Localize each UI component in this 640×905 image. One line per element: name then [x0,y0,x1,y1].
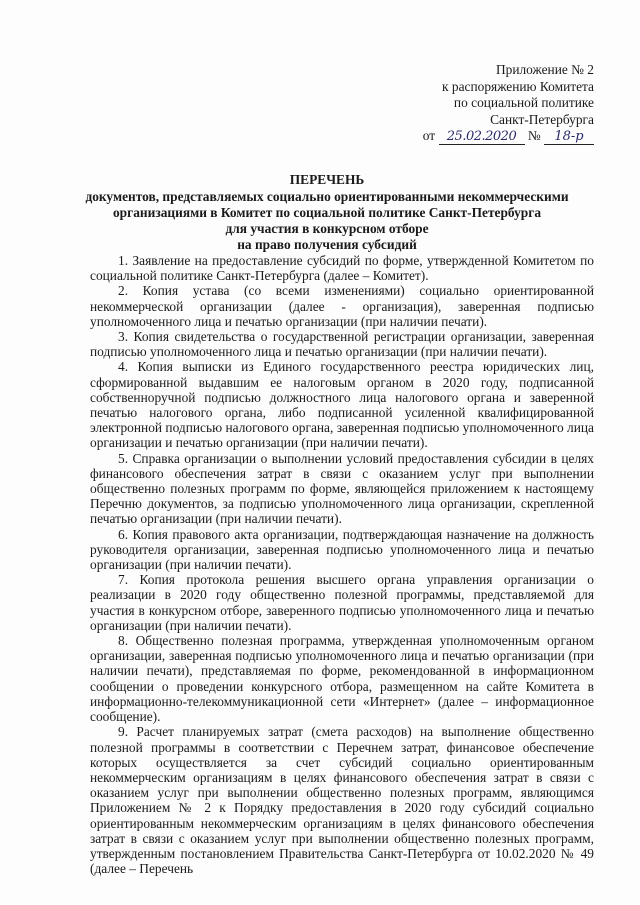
title-line: документов, представляемых социально ориентированными некоммерческими [85,189,569,204]
list-item: 3. Копия свидетельства о государственной регистрации организации, заверенная подписью уполномоченного лица и печатью организации (при наличии печати). [90,329,594,360]
list-item: 2. Копия устава (со всеми изменениями) социально ориентированной некоммерческой организации (далее - организация), заверенная подписью уполномоченного лица и печатью организации (при наличии печати). [90,283,594,329]
title-line: для участия в конкурсном отборе [225,221,429,236]
list-item: 8. Общественно полезная программа, утвержденная уполномоченным органом организации, заверенная подписью уполномоченного лица и печатью организации (при наличии печати), представляемая по форме, рекомендованной в информационном сообщении о проведении конкурсного отбора, размещенном на сайте Комитета в информационно-телекоммуникационной сети «Интернет» (далее – информационное сообщение). [90,633,594,725]
title-line: на право получения субсидий [237,237,417,252]
appendix-ref-line: по социальной политике [453,95,594,110]
date-prefix: от [422,128,436,143]
list-item: 6. Копия правового акта организации, подтверждающая назначение на должность руководителя организации, заверенная подписью уполномоченного лица и печатью организации (при наличии печати). [90,526,594,573]
appendix-ref-line: Санкт-Петербурга [490,111,594,127]
appendix-header [334,62,594,145]
number-prefix: № [527,128,541,143]
list-item: 4. Копия выписки из Единого государственного реестра юридических лиц, сформированной выдавшим ее налоговым органом в 2020 году, подписанной собственноручной подписью должностного лица налогового органа и заверенной печатью налогового органа, либо подписанной усиленной квалифицированной электронной подписью налогового органа, заверенная подписью уполномоченного лица организации и печатью организации (при наличии печати). [90,359,594,451]
title-heading: ПЕРЕЧЕНЬ [289,172,365,187]
handwritten-date: 25.02.2020 [439,130,525,145]
document-title [60,172,594,253]
handwritten-number: 18-р [544,130,594,145]
list-item: 9. Расчет планируемых затрат (смета расходов) на выполнение общественно полезной программы в соответствии с Перечнем затрат, финансовое обеспечение которых осуществляется за счет субсидий социально ориентированным некоммерческим организациям в целях финансового обеспечения затрат в связи с оказанием услуг при выполнении общественно полезных программ, являющимся Приложением № 2 к Порядку предоставления в 2020 году субсидий социально ориентированным некоммерческим организациям в целях финансового обеспечения затрат в связи с оказанием услуг при выполнении общественно полезных программ, утвержденным постановлением Правительства Санкт-Петербурга от 10.02.2020 № 49 (далее – Перечень [90,724,594,877]
appendix-number: Приложение № 2 [495,62,594,77]
list-item: 5. Справка организации о выполнении условий предоставления субсидии в целях финансового обеспечения затрат в связи с оказанием услуг при выполнении общественно полезных программ по форме, являющейся приложением к настоящему Перечню документов, за подписью уполномоченного лица организации, скрепленной печатью организации (при наличии печати). [90,450,594,527]
order-date-number [334,128,594,145]
list-item: 7. Копия протокола решения высшего органа управления организации о реализации в 2020 году общественно полезной программы, представляемой для участия в конкурсном отборе, заверенного подписью уполномоченного лица и печатью организации (при наличии печати). [90,572,594,633]
document-body [90,253,594,876]
title-line: организациями в Комитет по социальной политике Санкт-Петербурга [112,205,542,220]
list-item: 1. Заявление на предоставление субсидий по форме, утвержденной Комитетом по социальной политике Санкт-Петербурга (далее – Комитет). [90,253,594,284]
appendix-ref-line: к распоряжению Комитета [442,78,594,94]
